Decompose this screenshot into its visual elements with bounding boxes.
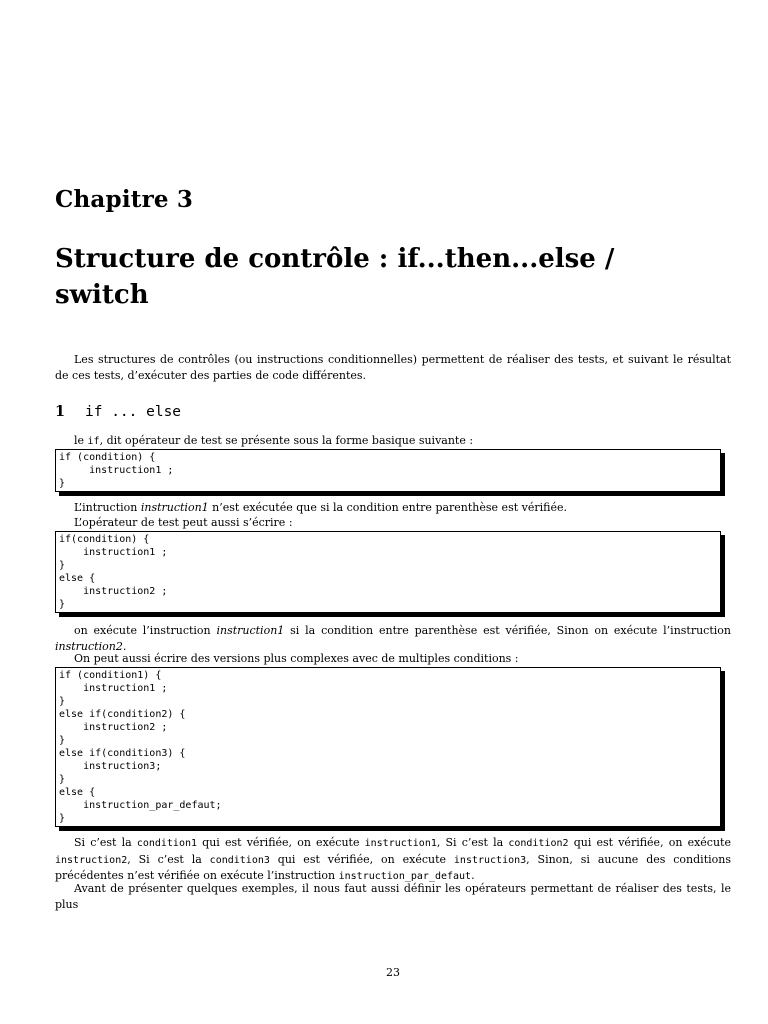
p6-text: qui est vérifiée, on exécute [197,836,365,849]
code-if-else: if(condition) { instruction1 ; } else { instruction2 ; } [59,534,168,610]
code-block-if [55,449,721,492]
p6-code: condition1 [136,838,198,849]
chapter-title-line1: Structure de contrôle : if...then...else / [55,244,615,274]
p6-text: . [471,869,475,882]
paragraph-instruction1 [55,500,731,516]
chapter-title-line2: switch [55,280,149,310]
paragraph-conditions-explanation [55,835,731,885]
code-block-if-else [55,531,721,613]
paragraph-alternative: L’opérateur de test peut aussi s’écrire : [74,516,293,529]
p1-code: if [87,436,100,447]
p6-code: instruction2 [55,854,128,866]
chapter-title [55,241,705,313]
paragraph-if-intro [55,433,731,450]
p6-text: , Si c’est la [436,836,509,849]
p6-text: , Sinon, si aucune des conditions précédentes n’est vérifiée on exécute l’instruction [55,852,731,882]
chapter-label: Chapitre 3 [55,186,194,213]
p6-code: instruction_par_defaut [338,871,472,882]
p6-code: instruction1 [364,838,437,849]
p1-pre: le [74,434,88,447]
code-if: if (condition) { instruction1 ; } [59,452,174,489]
p6-text: , Si c’est la [127,852,210,866]
paragraph-operators: Avant de présenter quelques exemples, il nous faut aussi définir les opérateurs permettant de réaliser des tests, le plus [55,882,731,911]
p4-post: . [122,639,127,653]
p2-pre: L’intruction [74,501,141,514]
p4-ital1: instruction1 [216,624,285,637]
p6-text: qui est vérifiée, on exécute [269,852,454,866]
p6-text: Si c’est la [74,836,137,849]
section-title: if ... else [85,404,182,420]
paragraph-else-explanation [55,623,731,654]
code-else-if: if (condition1) { instruction1 ; } else if(condition2) { instruction2 ; } else if(condition3) { instruction3; } else { instruction_par_defaut; } [59,670,222,824]
p6-code: condition2 [508,838,569,849]
p2-ital: instruction1 [140,501,209,514]
p4-pre: on exécute l’instruction [74,624,217,637]
p6-code: instruction3 [453,854,527,866]
section-number: 1 [55,403,66,420]
section-heading [55,403,181,420]
p4-mid: si la condition entre parenthèse est vérifiée, Sinon on exécute l’instruction [284,624,731,637]
p6-text: qui est vérifiée, on exécute [568,836,731,849]
p2-post: n’est exécutée que si la condition entre parenthèse est vérifiée. [208,501,567,514]
page-number: 23 [386,966,400,979]
p1-post: , dit opérateur de test se présente sous la forme basique suivante : [99,434,474,447]
p6-code: condition3 [209,854,270,866]
paragraph-multiple-conditions: On peut aussi écrire des versions plus complexes avec de multiples conditions : [74,652,519,665]
p4-ital2: instruction2 [55,639,123,653]
intro-paragraph: Les structures de contrôles (ou instructions conditionnelles) permettent de réaliser des tests, et suivant le résultat de ces tests, d’exécuter des parties de code différentes. [55,353,731,382]
code-block-else-if [55,667,721,827]
